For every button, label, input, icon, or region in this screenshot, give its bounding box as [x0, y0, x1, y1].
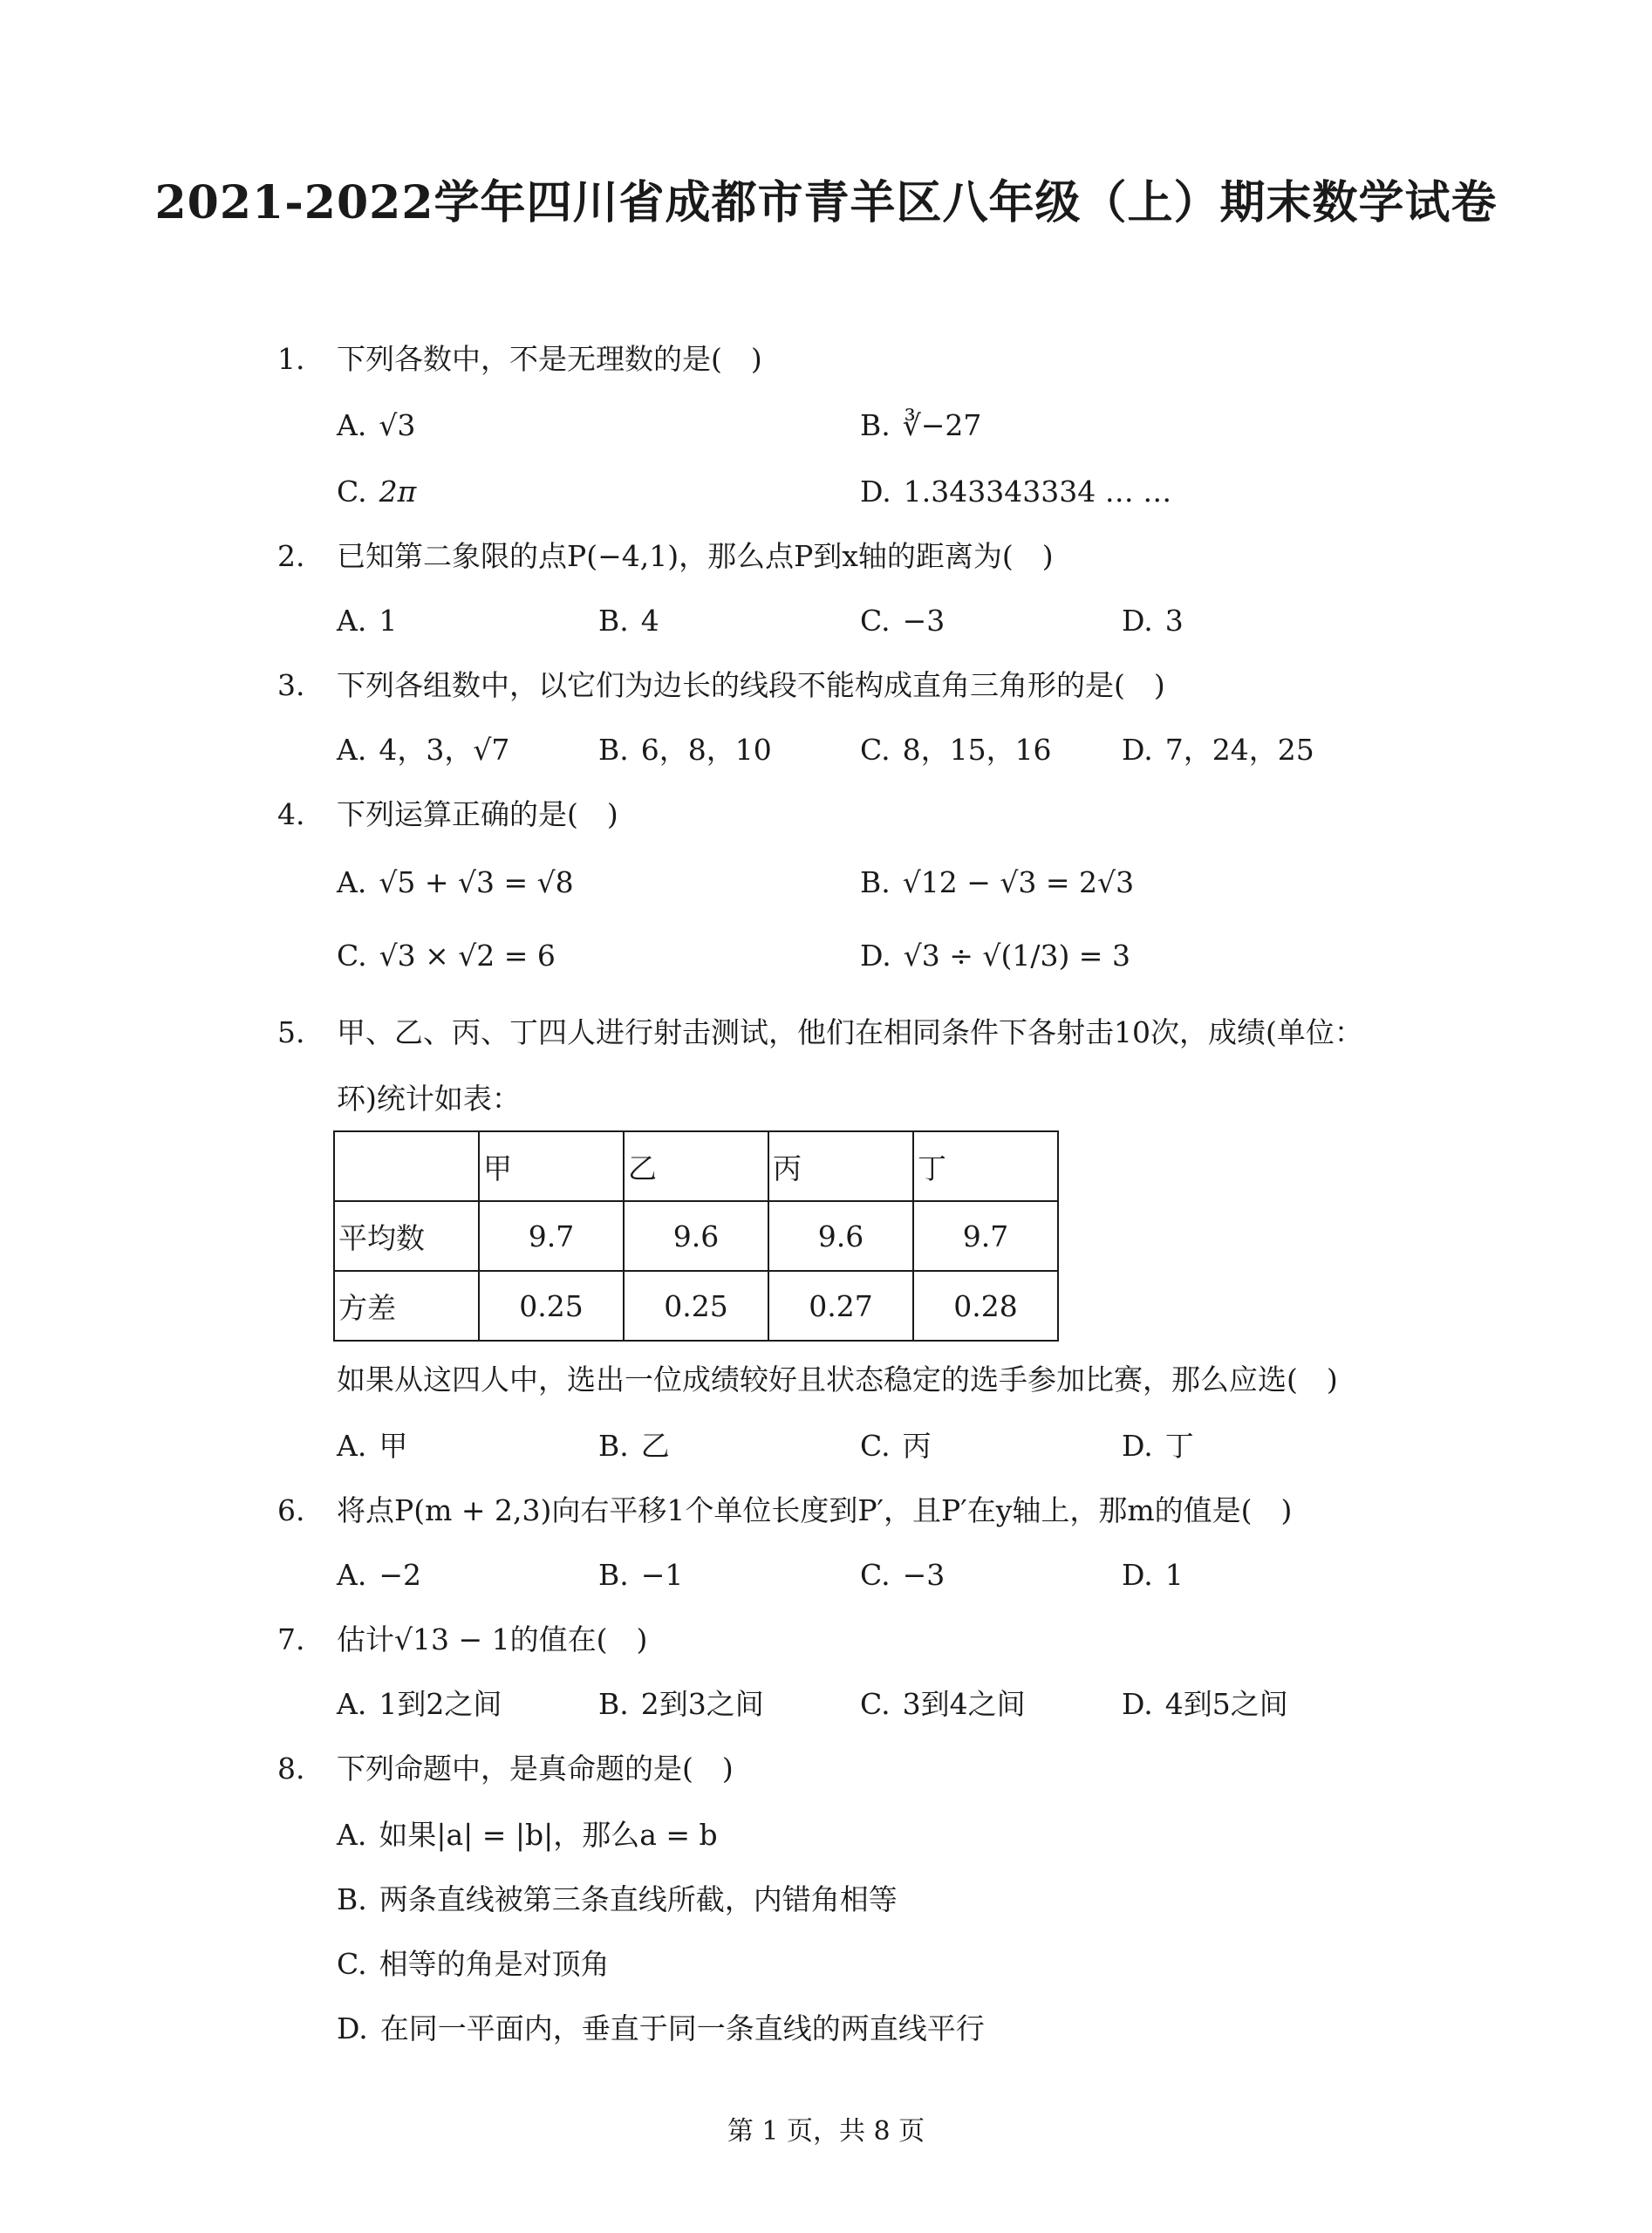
question-text-continued: 环)统计如表： [337, 1082, 521, 1116]
question-text: 下列命题中，是真命题的是( ) [337, 1752, 734, 1786]
question-number: 8. [277, 1752, 305, 1786]
score-statistics-table [333, 1130, 1059, 1342]
table-header-cell: 甲 [479, 1131, 624, 1201]
question-text: 下列各数中，不是无理数的是( ) [337, 342, 762, 376]
option-a: A. 甲 [337, 1429, 408, 1463]
table-row [334, 1271, 1058, 1341]
table-cell: 0.25 [479, 1271, 624, 1341]
option-a: A. −2 [337, 1558, 421, 1592]
option-b: B. −1 [598, 1558, 684, 1592]
row-label: 方差 [334, 1271, 479, 1341]
exam-title: 2021-2022学年四川省成都市青羊区八年级（上）期末数学试卷 [154, 176, 1498, 229]
option-b: B. 两条直线被第三条直线所截，内错角相等 [337, 1882, 898, 1916]
option-d: D. 1.343343334 … … [860, 475, 1172, 509]
option-b: B. 乙 [598, 1429, 670, 1463]
option-c: C. 3到4之间 [860, 1687, 1026, 1721]
option-d: D. √3 ÷ √(1/3) = 3 [860, 939, 1130, 973]
question-number: 7. [277, 1622, 305, 1656]
option-c: C. 8，15，16 [860, 733, 1052, 767]
table-header-cell: 丙 [768, 1131, 913, 1201]
option-a: A. √5 + √3 = √8 [337, 865, 574, 899]
question-number: 5. [277, 1015, 305, 1049]
option-c: C. −3 [860, 1558, 945, 1592]
table-cell [334, 1131, 479, 1201]
question-number: 2. [277, 539, 305, 573]
option-c: C. √3 × √2 = 6 [337, 939, 556, 973]
table-cell: 0.25 [624, 1271, 768, 1341]
option-a: A. 1 [337, 604, 398, 638]
table-cell: 0.28 [913, 1271, 1058, 1341]
table-header-cell: 乙 [624, 1131, 768, 1201]
option-b: B. √12 − √3 = 2√3 [860, 865, 1135, 899]
option-d: D. 在同一平面内，垂直于同一条直线的两直线平行 [337, 2011, 985, 2045]
option-a: A. 如果|a| = |b|，那么a = b [337, 1818, 718, 1852]
option-d: D. 4到5之间 [1122, 1687, 1288, 1721]
option-b: B. ∛−27 [860, 408, 982, 442]
question-text: 将点P(m + 2,3)向右平移1个单位长度到P′，且P′在y轴上，那m的值是( ) [337, 1493, 1293, 1527]
row-label: 平均数 [334, 1201, 479, 1271]
option-d: D. 7，24，25 [1122, 733, 1314, 767]
table-cell: 9.6 [624, 1201, 768, 1271]
option-b: B. 6，8，10 [598, 733, 772, 767]
question-number: 6. [277, 1493, 305, 1527]
table-cell: 9.6 [768, 1201, 913, 1271]
option-d: D. 丁 [1122, 1429, 1194, 1463]
page-footer: 第 1 页，共 8 页 [727, 2116, 925, 2147]
question-text-continued: 如果从这四人中，选出一位成绩较好且状态稳定的选手参加比赛，那么应选( ) [337, 1362, 1338, 1396]
option-b: B. 2到3之间 [598, 1687, 764, 1721]
table-header-row [334, 1131, 1058, 1201]
option-c: C. 相等的角是对顶角 [337, 1947, 610, 1981]
question-number: 1. [277, 342, 305, 376]
question-text: 下列各组数中，以它们为边长的线段不能构成直角三角形的是( ) [337, 668, 1165, 702]
table-cell: 9.7 [479, 1201, 624, 1271]
option-c: C. 2π [337, 475, 417, 509]
question-text: 估计√13 − 1的值在( ) [337, 1622, 648, 1656]
option-c: C. −3 [860, 604, 945, 638]
table-cell: 9.7 [913, 1201, 1058, 1271]
option-a: A. √3 [337, 408, 416, 442]
option-d: D. 3 [1122, 604, 1184, 638]
table-cell: 0.27 [768, 1271, 913, 1341]
option-c: C. 丙 [860, 1429, 932, 1463]
option-d: D. 1 [1122, 1558, 1184, 1592]
question-text: 下列运算正确的是( ) [337, 797, 618, 831]
question-number: 4. [277, 797, 305, 831]
question-text: 甲、乙、丙、丁四人进行射击测试，他们在相同条件下各射击10次，成绩(单位： [337, 1015, 1363, 1049]
question-text: 已知第二象限的点P(−4,1)，那么点P到x轴的距离为( ) [337, 539, 1054, 573]
table-header-cell: 丁 [913, 1131, 1058, 1201]
option-a: A. 4，3，√7 [337, 733, 510, 767]
table-row [334, 1201, 1058, 1271]
option-a: A. 1到2之间 [337, 1687, 502, 1721]
question-number: 3. [277, 668, 305, 702]
option-b: B. 4 [598, 604, 659, 638]
